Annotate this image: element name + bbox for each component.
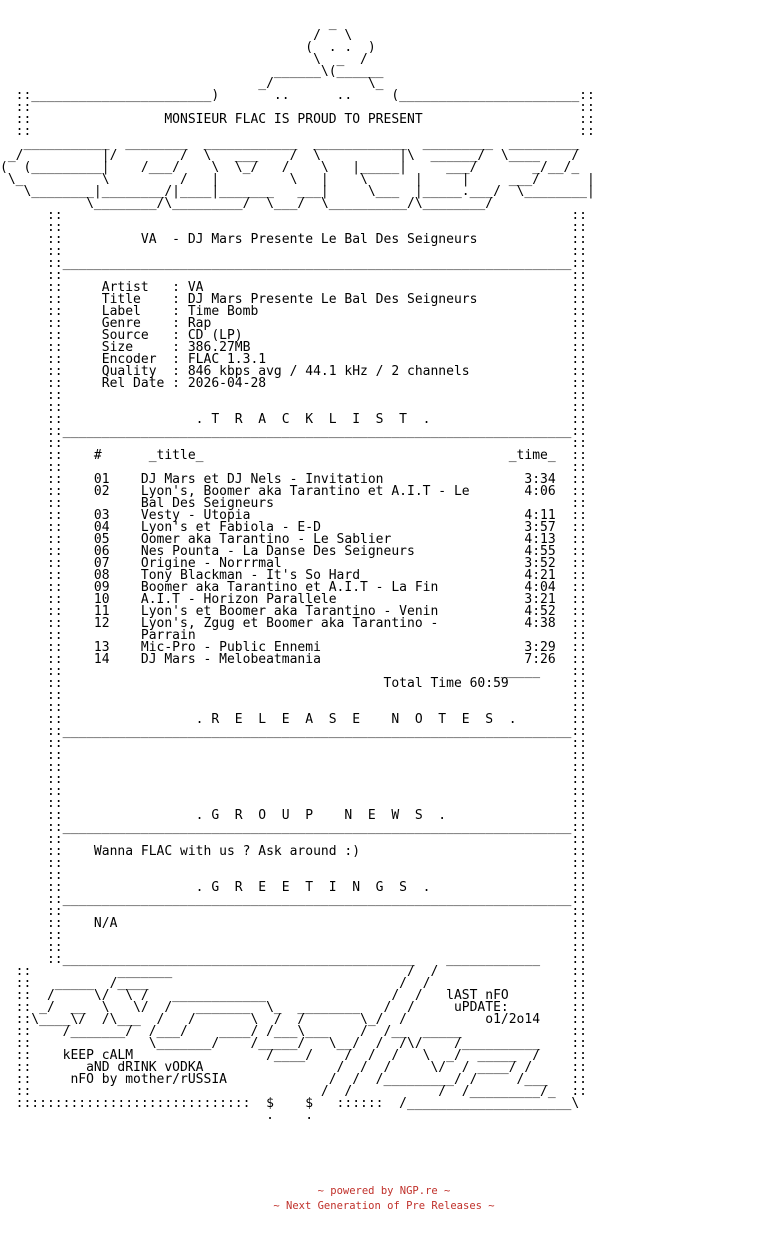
footer-powered-by: ~ powered by NGP.re ~	[317, 1185, 451, 1197]
footer	[0, 1184, 768, 1214]
footer-tagline: ~ Next Generation of Pre Releases ~	[273, 1200, 495, 1212]
nfo-text: _ / \ ( . . ) \ _ / ______\(______ _/ \_ ::_______________________) .. .. (_______________________:: :: :: :: MONSIEUR FLAC IS PROUD TO PRESENT :: :: :: ___________ ________ ____________ ____________ _________ _________ _/ |/ / \ ___ / \ |\ ______/ \____ / ( (_________| /___/ \ \_/ / \ |_____| ___/ _/__/_ \_ \ / | \ | \ | | ___/ | \________|________/|____|_______ ___| \___ |_____.___/ \________| \________/\_________/ \___/ \__________/\________/ :: :: :: :: :: VA - DJ Mars Presente Le Bal Des Seigneurs :: :: :: ::_________________________________________________________________:: :: :: :: Artist : VA :: :: Title : DJ Mars Presente Le Bal Des Seigneurs :: :: Label : Time Bomb :: :: Genre : Rap :: :: Source : CD (LP) :: :: Size : 386.27MB :: :: Encoder : FLAC 1.3.1 :: :: Quality : 846 kbps avg / 44.1 kHz / 2 channels :: :: Rel Date : 2026-04-28 :: :: :: :: :: :: . T R A C K L I S T . :: ::_________________________________________________________________:: :: :: :: # _title_ _time_ :: :: :: :: 01 DJ Mars et DJ Nels - Invitation 3:34 :: :: 02 Lyon's, Boomer aka Tarantino et A.I.T - Le 4:06 :: :: Bal Des Seigneurs :: :: 03 Vesty - Utopia 4:11 :: :: 04 Lyon's et Fabiola - E-D 3:57 :: :: 05 Oomer aka Tarantino - Le Sablier 4:13 :: :: 06 Nes Pounta - La Danse Des Seigneurs 4:55 :: :: 07 Origine - Norrrmal 3:52 :: :: 08 Tony Blackman - It's So Hard 4:21 :: :: 09 Boomer aka Tarantino et A.I.T - La Fin 4:04 :: :: 10 A.I.T - Horizon Parallele 3:21 :: :: 11 Lyon's et Boomer aka Tarantino - Venin 4:52 :: :: 12 Lyon's, Zgug et Boomer aka Tarantino - 4:38 :: :: Parrain :: :: 13 Mic-Pro - Public Ennemi 3:29 :: :: 14 DJ Mars - Melobeatmania 7:26 :: :: _____ :: :: Total Time 60:59 :: :: :: :: :: :: . R E L E A S E N O T E S . :: ::_________________________________________________________________:: :: :: :: :: :: :: :: :: :: :: :: :: :: . G R O U P N E W S . :: ::_________________________________________________________________:: :: :: :: Wanna FLAC with us ? Ask around :) :: :: :: :: :: :: . G R E E T I N G S . :: ::_________________________________________________________________:: :: :: :: N/A :: :: :: :: :: ::_____________________________________________ ____________ :: :: _______ / / :: :: _____ /____ / / :: :: / \/ \ / ____________ / / lAST nFO :: :: _/ __ \ \/ / _______ \_ ________ / / uPDATE: :: ::\____\/ /\___ / / \ / / \_/ / o1/2o14 :: :: /_______/ /___/ ____/ /___\___ / /__ _____ :: :: \_______/ /_____/ \__/ / /\/ /__________ :: :: kEEP cALM /____/ / / / \ _/ _____ / :: :: aND dRINK vODKA / / / \/ / ____/ / :: :: nFO by mother/rUSSIA / / /_________/ / /___ :: :: / / / /_________/_ :: :::::::::::::::::::::::::::::: $ $ :::::: /_____________________\ . .	[0, 18, 595, 1122]
